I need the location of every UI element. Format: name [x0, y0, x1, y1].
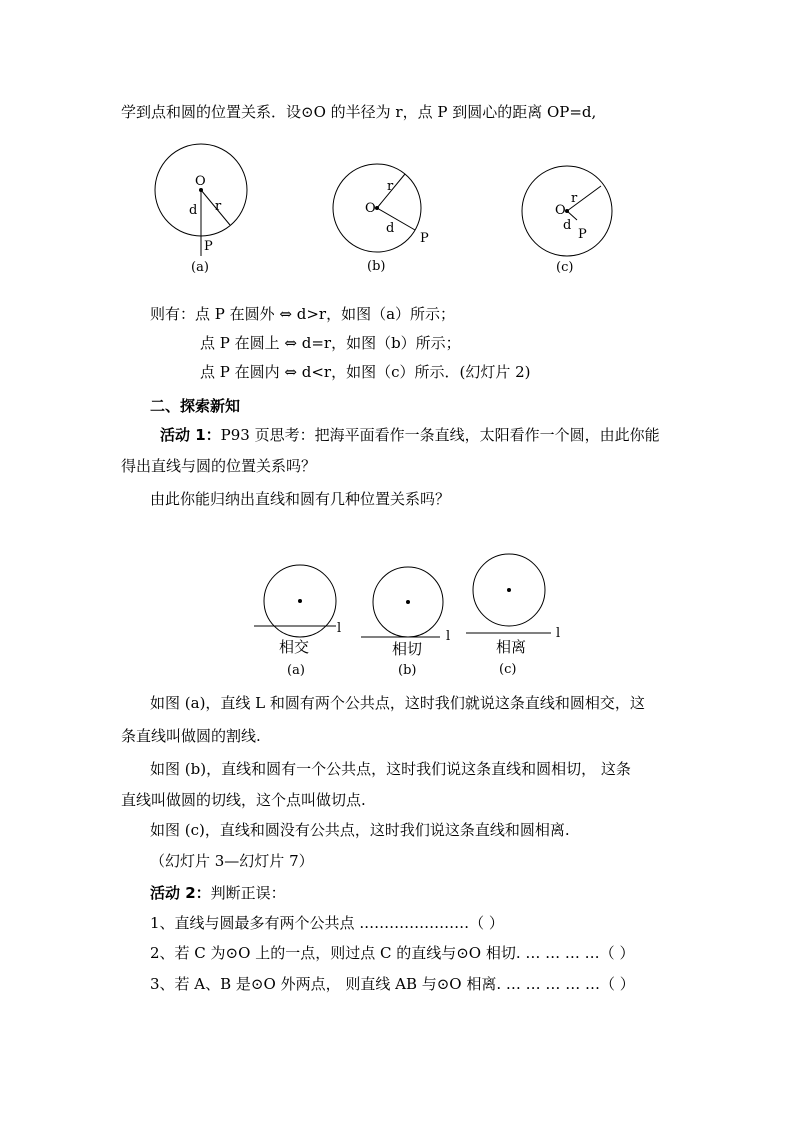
caption-fig2-a: (a) [287, 663, 305, 678]
center-point-intersect [298, 599, 302, 603]
caption-fig2-b: (b) [398, 663, 417, 678]
center-point-separate [507, 588, 511, 592]
caption-fig1-a: (a) [191, 260, 209, 275]
figure-point-outside [155, 144, 247, 256]
judge-item-1: 1、直线与圆最多有两个公共点 .…………………（ ） [150, 914, 504, 932]
activity2-label: 活动 2： [150, 884, 211, 902]
caption-fig1-c: (c) [556, 260, 574, 275]
label-d-a: d [189, 203, 198, 218]
explanation-c-line1: 如图 (c)，直线和圆没有公共点，这时我们说这条直线和圆相离. [150, 821, 570, 839]
figure-line-intersect [254, 565, 336, 637]
label-l-b: l [446, 629, 451, 644]
explanation-b-line1: 如图 (b)，直线和圆有一个公共点，这时我们说这条直线和圆相切， 这条 [150, 760, 631, 778]
section-title: 二、探索新知 [150, 397, 241, 415]
label-l-c: l [556, 626, 561, 641]
slides-note: （幻灯片 3—幻灯片 7） [150, 852, 314, 870]
label-p-b: P [420, 231, 429, 246]
activity1-text: P93 页思考：把海平面看作一条直线，太阳看作一个圆，由此你能 [220, 426, 660, 444]
relation-on: 点 P 在圆上 ⇔ d=r，如图（b）所示； [200, 334, 461, 352]
relation-label-separate: 相离 [496, 638, 527, 656]
label-o-c: O [555, 203, 566, 218]
explanation-b-line2: 直线叫做圆的切线，这个点叫做切点. [121, 791, 366, 809]
center-point-tangent [406, 600, 410, 604]
judge-item-2: 2、若 C 为⊙O 上的一点，则过点 C 的直线与⊙O 相切. … … … …（ ） [150, 944, 635, 962]
activity2-title: 判断正误： [210, 884, 286, 902]
caption-fig2-c: (c) [499, 662, 517, 677]
relation-outside: 则有：点 P 在圆外 ⇔ d>r，如图（a）所示； [150, 305, 456, 323]
activity1-line2: 得出直线与圆的位置关系吗？ [121, 457, 317, 475]
explanation-a-line2: 条直线叫做圆的割线. [121, 727, 261, 745]
label-r-a: r [215, 199, 222, 214]
label-r-c: r [571, 191, 578, 206]
label-l-a: l [337, 621, 342, 636]
relation-label-intersect: 相交 [279, 638, 310, 656]
judge-item-3: 3、若 A、B 是⊙O 外两点， 则直线 AB 与⊙O 相离. … … … … …（ ） [150, 975, 635, 993]
label-o-a: O [195, 174, 206, 189]
label-p-a: P [204, 239, 213, 254]
label-r-b: r [387, 179, 394, 194]
caption-fig1-b: (b) [367, 259, 386, 274]
relation-inside: 点 P 在圆内 ⇔ d<r，如图（c）所示．(幻灯片 2) [200, 363, 531, 381]
activity1-question: 由此你能归纳出直线和圆有几种位置关系吗？ [150, 490, 451, 508]
label-d-b: d [386, 221, 395, 236]
relation-label-tangent: 相切 [392, 640, 423, 658]
label-p-c: P [578, 227, 587, 242]
figure-line-separate [466, 554, 551, 633]
label-d-c: d [563, 218, 572, 233]
explanation-a-line1: 如图 (a)，直线 L 和圆有两个公共点，这时我们就说这条直线和圆相交，这 [150, 694, 645, 712]
activity1-label: 活动 1： [160, 426, 221, 444]
figure-line-tangent [361, 567, 443, 637]
label-o-b: O [365, 201, 376, 216]
intro-text: 学到点和圆的位置关系．设⊙O 的半径为 r，点 P 到圆心的距离 OP=d, [121, 103, 597, 121]
